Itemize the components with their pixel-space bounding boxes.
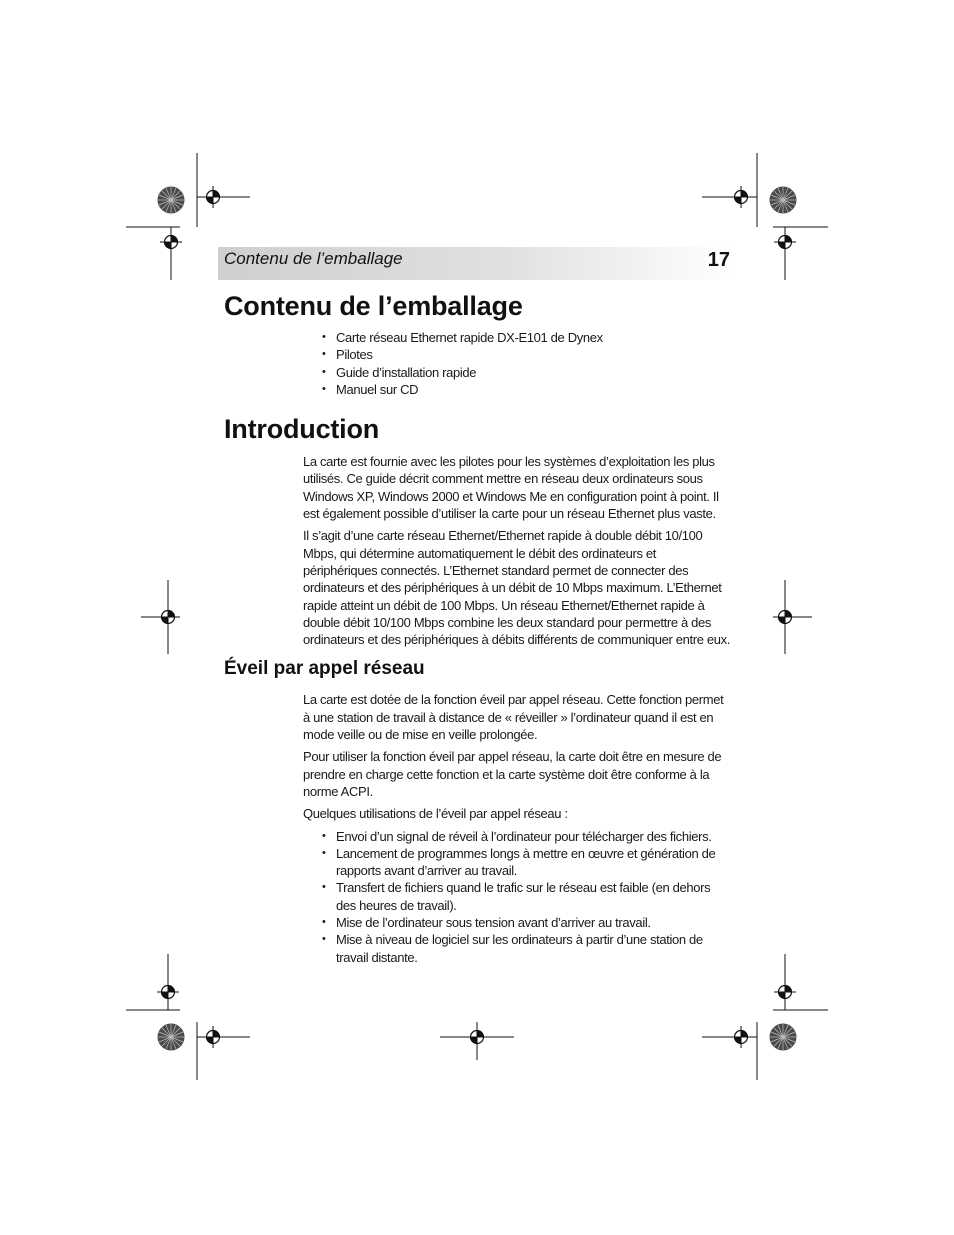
list-item: • Carte réseau Ethernet rapide DX-E101 de Dynex [303, 329, 730, 346]
list-item: • Manuel sur CD [303, 381, 730, 398]
list-item: • Pilotes [303, 346, 730, 363]
section-heading-wake-on-lan: Éveil par appel réseau [224, 658, 425, 680]
list-item: • Lancement de programmes longs à mettre en œuvre et génération de rapports avant d’arriver au travail. [303, 845, 730, 880]
wake-on-lan-uses-list [303, 828, 730, 966]
paragraph: Pour utiliser la fonction éveil par appel réseau, la carte doit être en mesure de prendre en charge cette fonction et la carte système doit être conforme à la norme ACPI. [303, 749, 722, 799]
wake-on-lan-body [303, 691, 730, 965]
package-contents-list [303, 329, 730, 398]
introduction-body [303, 453, 730, 648]
section-heading-package-contents: Contenu de l’emballage [224, 291, 523, 321]
list-item: • Transfert de fichiers quand le trafic sur le réseau est faible (en dehors des heures de travail). [303, 879, 730, 914]
paragraph: La carte est fournie avec les pilotes pour les systèmes d’exploitation les plus utilisés. Ce guide décrit comment mettre en réseau deux ordinateurs sous Windows XP, Windows 2000 et Windows Me en configuration point à point. Il est également possible d’utiliser la carte pour un réseau Ethernet plus vaste. [303, 454, 719, 522]
list-item: • Mise de l’ordinateur sous tension avant d’arriver au travail. [303, 914, 730, 931]
page-number: 17 [707, 249, 730, 271]
list-item: • Guide d’installation rapide [303, 364, 730, 381]
section-heading-introduction: Introduction [224, 414, 380, 445]
paragraph: Il s’agit d’une carte réseau Ethernet/Ethernet rapide à double débit 10/100 Mbps, qui détermine automatiquement le débit des ordinateurs et périphériques connectés. L’Ethernet standard permet de connecter des ordinateurs et des périphériques à un débit de 10 Mbps maximum. L’Ethernet rapide atteint un débit de 100 Mbps. Un réseau Ethernet/Ethernet rapide à double débit 10/100 Mbps combine les deux standard pour permettre à des ordinateurs et des périphériques à débits différents de communiquer entre eux. [303, 528, 731, 648]
running-header-title: Contenu de l’emballage [224, 249, 403, 268]
page-content [224, 288, 734, 966]
list-item: • Envoi d’un signal de réveil à l’ordinateur pour télécharger des fichiers. [303, 828, 730, 845]
paragraph: Quelques utilisations de l’éveil par appel réseau : [303, 806, 568, 822]
list-item: • Mise à niveau de logiciel sur les ordinateurs à partir d’une station de travail distante. [303, 931, 730, 966]
paragraph: La carte est dotée de la fonction éveil par appel réseau. Cette fonction permet à une station de travail à distance de « réveiller » l’ordinateur quand il est en mode veille ou de mise en veille prolongée. [303, 692, 724, 743]
